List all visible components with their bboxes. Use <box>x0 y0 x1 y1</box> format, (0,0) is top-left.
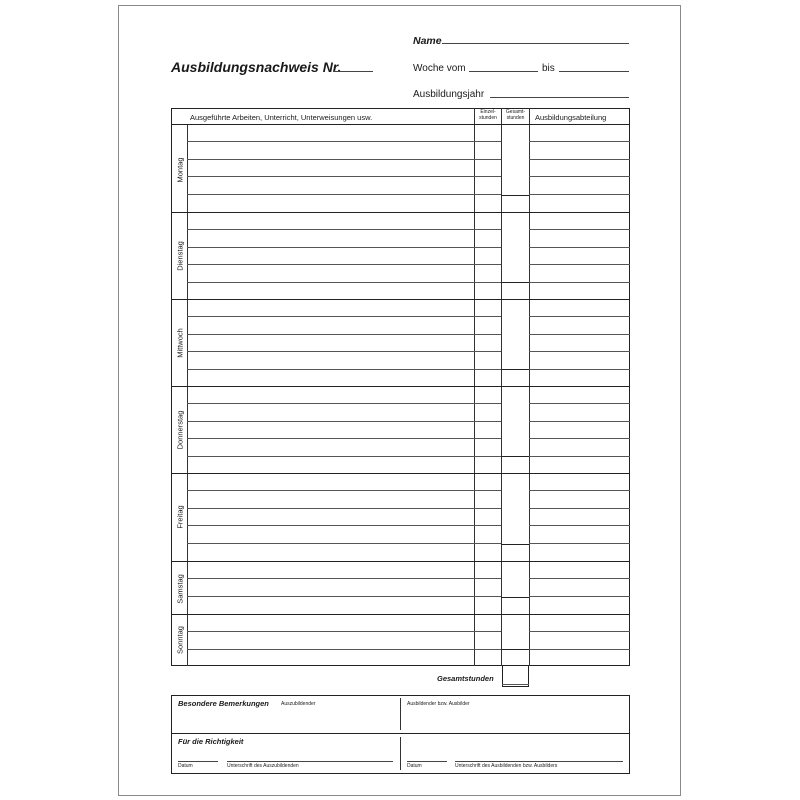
row-line <box>187 194 501 195</box>
confirm-title: Für die Richtigkeit <box>178 737 244 746</box>
row-line <box>529 456 630 457</box>
row-line <box>187 229 501 230</box>
row-line <box>529 631 630 632</box>
row-line <box>529 525 630 526</box>
row-line <box>187 334 501 335</box>
col-header-single: Einzel- stunden <box>479 109 497 121</box>
row-line <box>529 159 630 160</box>
day-tuesday: Dienstag <box>175 241 185 271</box>
row-line <box>187 316 501 317</box>
name-label: Name <box>413 35 442 47</box>
row-line <box>529 649 630 650</box>
date-line-trainee[interactable] <box>178 761 218 762</box>
sig-label-trainer: Unterschrift des Ausbildenden bzw. Ausbilders <box>455 763 558 769</box>
row-line <box>529 578 630 579</box>
weekly-table <box>171 108 630 666</box>
row-line <box>529 596 630 597</box>
row-line <box>529 490 630 491</box>
year-label: Ausbildungsjahr <box>413 89 485 100</box>
row-line <box>529 403 630 404</box>
row-line <box>187 438 501 439</box>
row-line <box>529 264 630 265</box>
column-line <box>501 108 502 666</box>
year-line[interactable] <box>490 97 629 98</box>
week-until-line[interactable] <box>559 71 629 72</box>
column-line <box>474 108 475 666</box>
number-line[interactable] <box>333 71 373 72</box>
row-line <box>187 176 501 177</box>
name-line[interactable] <box>442 43 629 44</box>
day-total-line <box>501 544 529 545</box>
remarks-trainer: Ausbildender bzw. Ausbilder <box>407 701 470 707</box>
row-line <box>529 421 630 422</box>
row-line <box>529 247 630 248</box>
row-line <box>529 351 630 352</box>
row-line <box>187 525 501 526</box>
row-line <box>187 247 501 248</box>
total-hours-label: Gesamtstunden <box>437 674 494 683</box>
confirm-vertical-divider <box>400 737 401 770</box>
remarks-trainee: Auszubildender <box>281 701 316 707</box>
row-line <box>187 631 501 632</box>
row-line <box>187 351 501 352</box>
row-line <box>187 578 501 579</box>
row-line <box>187 141 501 142</box>
date-line-trainer[interactable] <box>407 761 447 762</box>
day-total-line <box>501 597 529 598</box>
col-header-work: Ausgeführte Arbeiten, Unterricht, Unterweisungen usw. <box>190 113 373 122</box>
row-line <box>187 543 501 544</box>
header-row-line <box>171 124 630 125</box>
row-line <box>529 282 630 283</box>
day-wednesday: Mittwoch <box>175 328 185 358</box>
col-header-dept: Ausbildungsabteilung <box>535 113 607 122</box>
day-saturday: Samstag <box>175 574 185 604</box>
day-monday: Montag <box>175 157 185 183</box>
day-total-line <box>501 282 529 283</box>
row-line <box>529 438 630 439</box>
row-line <box>529 369 630 370</box>
week-label: Woche vom <box>413 63 466 74</box>
row-line <box>529 176 630 177</box>
row-line <box>529 194 630 195</box>
row-line <box>187 508 501 509</box>
column-line <box>187 124 188 666</box>
form-title: Ausbildungsnachweis Nr. <box>171 59 342 75</box>
row-line <box>187 456 501 457</box>
remarks-vertical-divider <box>400 698 401 730</box>
day-separator <box>171 473 630 474</box>
day-total-line <box>501 649 529 650</box>
column-line <box>529 108 530 666</box>
sig-line-trainee[interactable] <box>227 761 393 762</box>
day-sunday: Sonntag <box>175 626 185 654</box>
row-line <box>187 369 501 370</box>
col-header-total: Gesamt- stunden <box>505 109 526 121</box>
date-label-trainer: Datum <box>407 763 422 769</box>
row-line <box>187 649 501 650</box>
row-line <box>187 159 501 160</box>
day-friday: Freitag <box>175 505 185 529</box>
row-line <box>529 316 630 317</box>
day-separator <box>171 299 630 300</box>
row-line <box>187 490 501 491</box>
row-line <box>187 596 501 597</box>
row-line <box>187 282 501 283</box>
day-total-line <box>501 369 529 370</box>
day-separator <box>171 386 630 387</box>
remarks-divider <box>171 733 630 734</box>
day-total-line <box>501 456 529 457</box>
day-separator <box>171 561 630 562</box>
day-total-line <box>501 195 529 196</box>
row-line <box>187 403 501 404</box>
day-separator <box>171 614 630 615</box>
sig-line-trainer[interactable] <box>455 761 623 762</box>
row-line <box>529 543 630 544</box>
day-separator <box>171 212 630 213</box>
row-line <box>187 264 501 265</box>
day-thursday: Donnerstag <box>175 410 185 450</box>
total-hours-double-line <box>502 684 529 685</box>
remarks-title: Besondere Bemerkungen <box>178 699 269 708</box>
row-line <box>529 334 630 335</box>
row-line <box>529 508 630 509</box>
row-line <box>529 141 630 142</box>
date-label-trainee: Datum <box>178 763 193 769</box>
until-label: bis <box>542 63 555 74</box>
sig-label-trainee: Unterschrift des Auszubildenden <box>227 763 299 769</box>
row-line <box>187 421 501 422</box>
week-from-line[interactable] <box>469 71 538 72</box>
row-line <box>529 229 630 230</box>
